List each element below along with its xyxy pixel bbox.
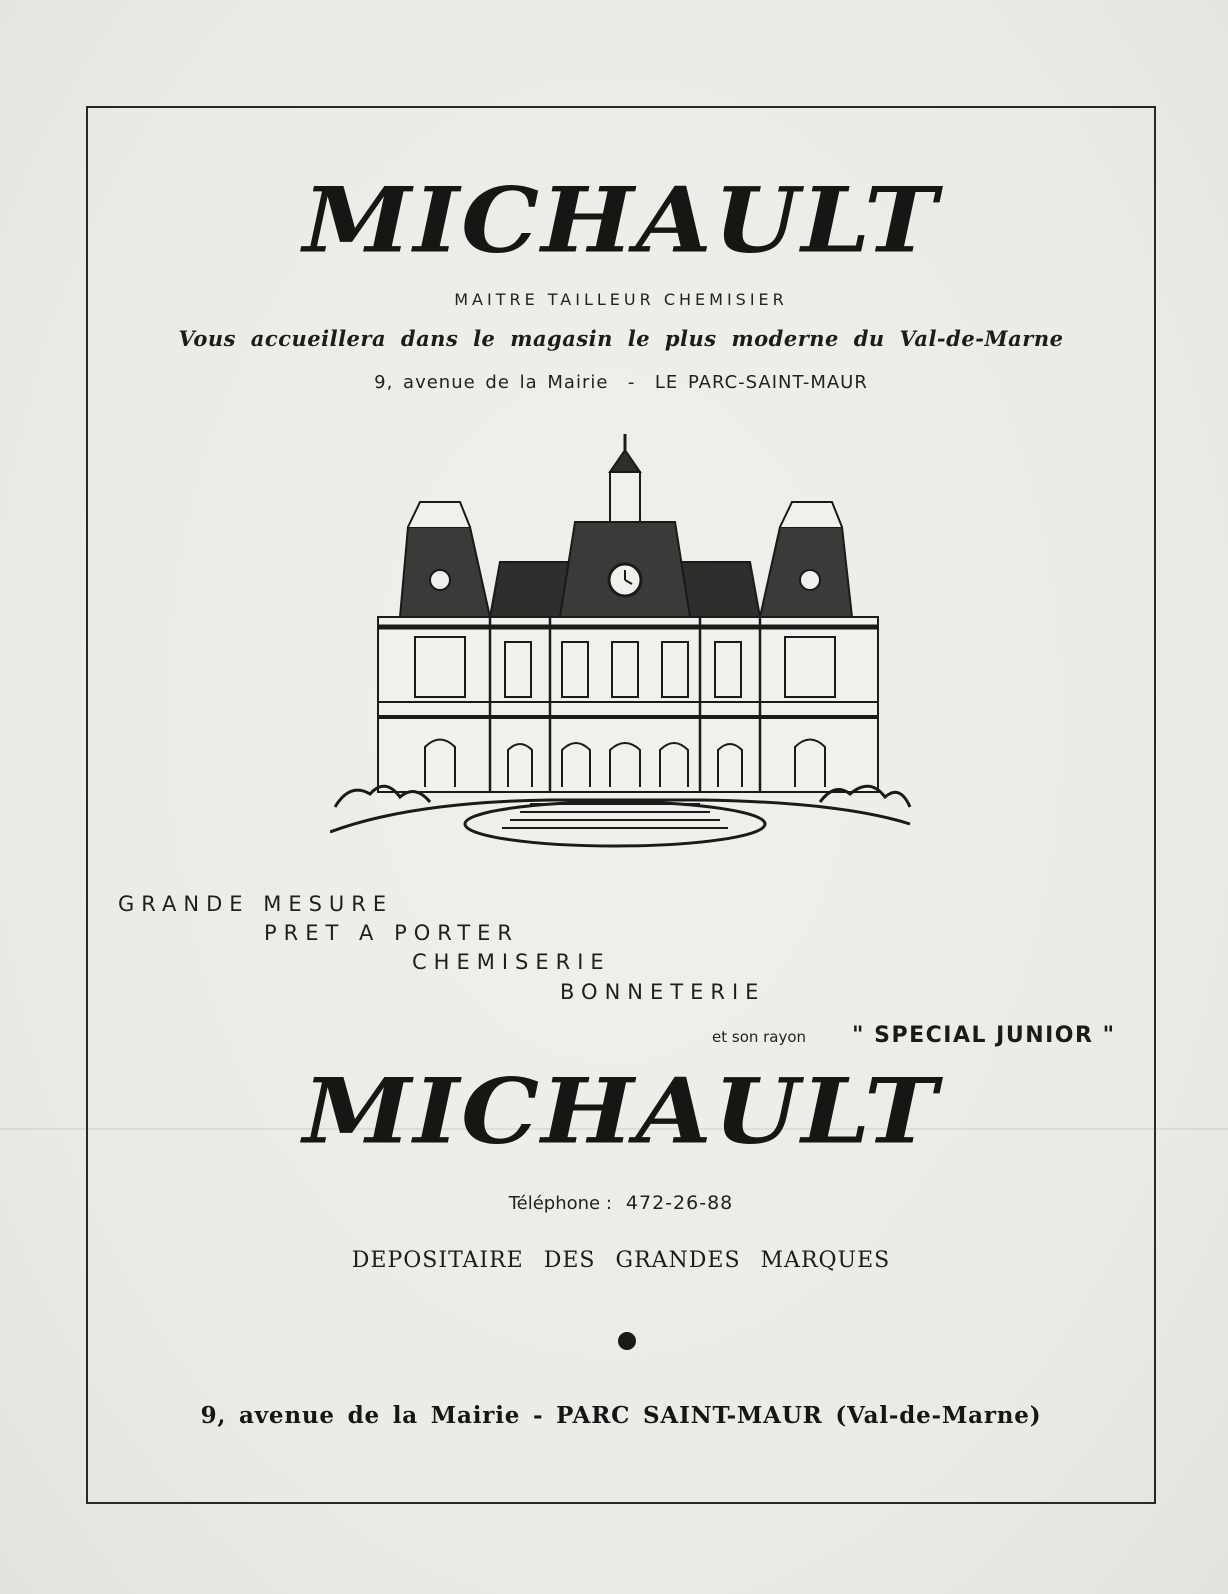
depositaire-text: DEPOSITAIRE DES GRANDES MARQUES bbox=[351, 1248, 891, 1273]
brand-name-footer: MICHAULT bbox=[302, 1058, 940, 1165]
brand-title-top bbox=[86, 167, 1156, 274]
dept-chemiserie: CHEMISERIE bbox=[412, 950, 611, 974]
dept-pret-a-porter: PRET A PORTER bbox=[264, 921, 520, 945]
dept-grande-mesure: GRANDE MESURE bbox=[118, 892, 394, 916]
town-hall-engraving-icon bbox=[330, 432, 920, 862]
brand-name: MICHAULT bbox=[302, 167, 940, 274]
subtitle bbox=[86, 290, 1156, 309]
dept-bonneterie: BONNETERIE bbox=[560, 980, 766, 1004]
phone-number: 472-26-88 bbox=[625, 1192, 734, 1214]
header-address-text: 9, avenue de la Mairie - LE PARC-SAINT-MAUR bbox=[374, 372, 868, 393]
subtitle-text: MAITRE TAILLEUR CHEMISIER bbox=[454, 290, 788, 309]
footer-address bbox=[86, 1402, 1156, 1429]
footer-address-text: 9, avenue de la Mairie - PARC SAINT-MAUR (Val-de-Marne) bbox=[200, 1402, 1042, 1429]
tagline-text: Vous accueillera dans le magasin le plus moderne du Val-de-Marne bbox=[178, 326, 1064, 351]
tagline bbox=[86, 326, 1156, 351]
brand-title-bottom bbox=[86, 1058, 1156, 1165]
phone-line bbox=[86, 1192, 1156, 1214]
bullet-dot-icon bbox=[618, 1332, 636, 1350]
header-address bbox=[86, 372, 1156, 393]
depositaire-line bbox=[86, 1248, 1156, 1273]
rayon-special-junior: " SPECIAL JUNIOR " bbox=[852, 1023, 1116, 1048]
phone-label: Téléphone : bbox=[508, 1193, 612, 1214]
rayon-prefix: et son rayon bbox=[712, 1028, 807, 1046]
